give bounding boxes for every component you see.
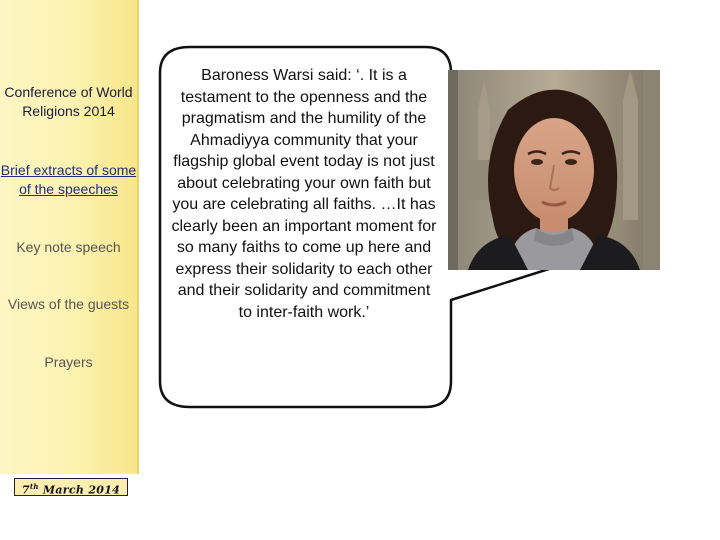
date-day: 7 (21, 483, 30, 497)
date-rest: March 2014 (38, 483, 121, 497)
quote-text: Baroness Warsi said: ‘. It is a testament to the openness and the pragmatism and the humility of the Ahmadiyya community that your flagship global event today is not just about celebrating your own faith but you are celebrating all faiths. …It has clearly been an important moment for so many faiths to come up here and express their solidarity to each other and their solidarity and commitment to inter-faith work.’ (171, 67, 437, 321)
prayers-link[interactable]: Prayers (44, 354, 93, 370)
views-of-guests-link[interactable]: Views of the guests (7, 296, 130, 312)
brief-extracts-link[interactable]: Brief extracts of some of the speeches (0, 162, 137, 197)
conference-title: Conference of World Religions 2014 (4, 84, 133, 119)
keynote-speech-link[interactable]: Key note speech (16, 239, 121, 255)
date-suffix: th (29, 482, 39, 491)
portrait-photo (448, 70, 660, 270)
